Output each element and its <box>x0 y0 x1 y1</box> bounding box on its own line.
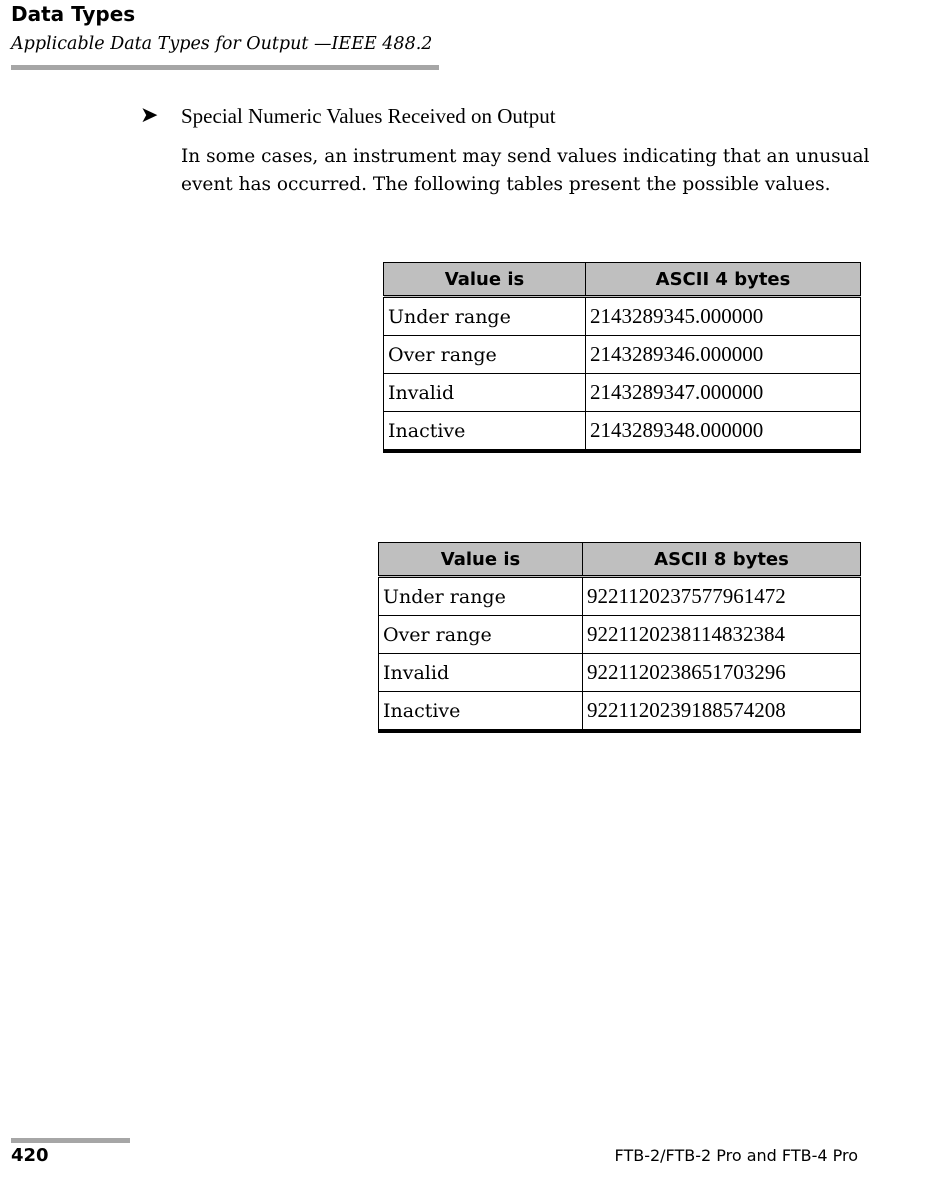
table-row <box>384 297 861 336</box>
table-header-row <box>384 263 861 297</box>
column-header: ASCII 4 bytes <box>586 263 861 297</box>
table-row <box>384 374 861 412</box>
table-row <box>379 616 861 654</box>
value-number-cell: 2143289348.000000 <box>586 412 861 452</box>
section-heading: Special Numeric Values Received on Output <box>181 104 556 128</box>
body-paragraph: In some cases, an instrument may send values indicating that an unusual event has occurred. The following tables present the possible values. <box>181 146 870 195</box>
table-row <box>384 412 861 452</box>
value-number-cell: 9221120238114832384 <box>583 616 861 654</box>
ascii-4-bytes-table <box>383 262 861 453</box>
table-row <box>379 692 861 732</box>
value-number-cell: 2143289346.000000 <box>586 336 861 374</box>
value-number-cell: 9221120237577961472 <box>583 577 861 616</box>
value-label-cell: Invalid <box>379 654 583 692</box>
table-header-row <box>379 543 861 577</box>
column-header: Value is <box>384 263 586 297</box>
table-row <box>379 654 861 692</box>
value-number-cell: 9221120239188574208 <box>583 692 861 732</box>
page-number: 420 <box>11 1145 49 1166</box>
table-row <box>379 577 861 616</box>
running-subtitle: Applicable Data Types for Output —IEEE 488.2 <box>11 34 433 54</box>
value-label-cell: Over range <box>379 616 583 654</box>
ascii-8-bytes-table <box>378 542 861 733</box>
value-label-cell: Under range <box>379 577 583 616</box>
value-label-cell: Under range <box>384 297 586 336</box>
value-label-cell: Over range <box>384 336 586 374</box>
column-header: Value is <box>379 543 583 577</box>
value-number-cell: 2143289345.000000 <box>586 297 861 336</box>
table-row <box>384 336 861 374</box>
value-label-cell: Inactive <box>384 412 586 452</box>
header-rule <box>11 65 439 70</box>
column-header: ASCII 8 bytes <box>583 543 861 577</box>
footer-product-name: FTB-2/FTB-2 Pro and FTB-4 Pro <box>614 1146 858 1165</box>
value-label-cell: Invalid <box>384 374 586 412</box>
value-label-cell: Inactive <box>379 692 583 732</box>
running-title: Data Types <box>11 2 136 26</box>
value-number-cell: 9221120238651703296 <box>583 654 861 692</box>
arrowhead-icon: ➤ <box>140 103 159 128</box>
value-number-cell: 2143289347.000000 <box>586 374 861 412</box>
